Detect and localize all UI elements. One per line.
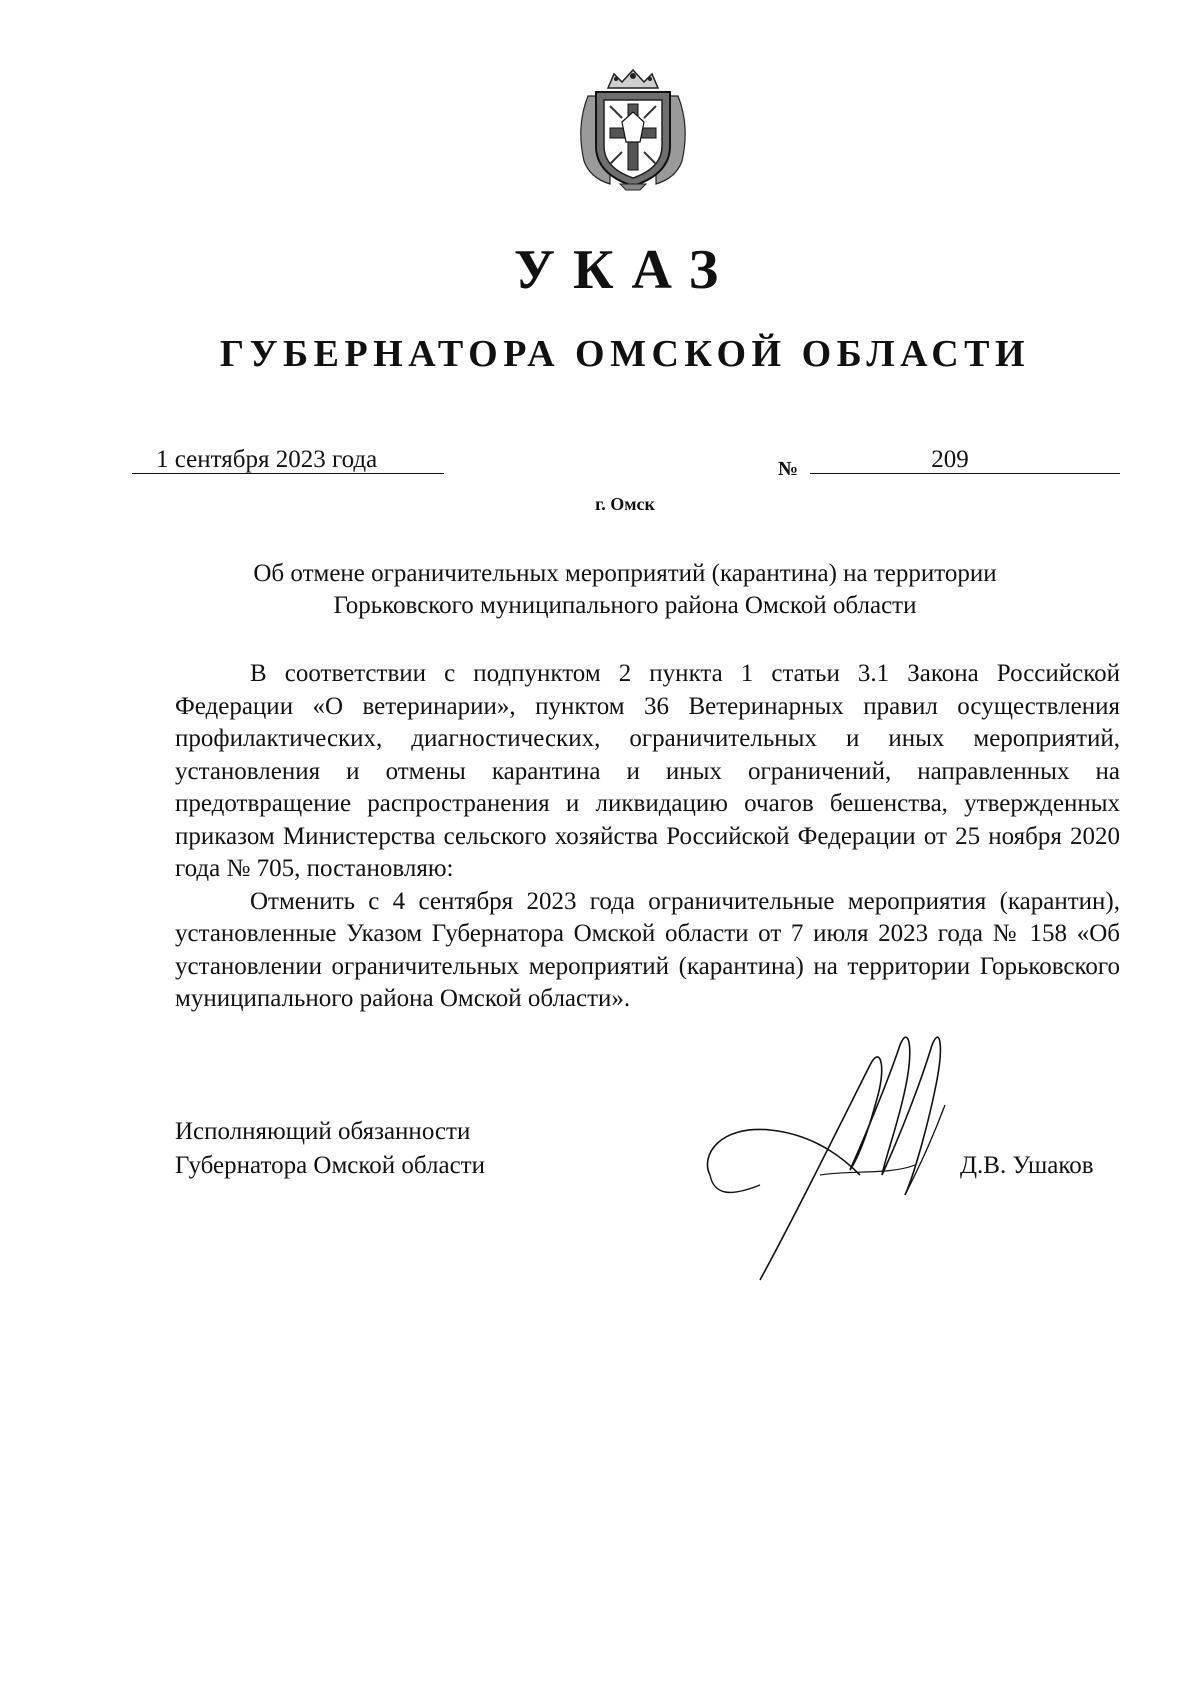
document-city: г. Омск: [595, 494, 655, 514]
number-sign: №: [778, 458, 799, 480]
heading-line-2: Горьковского муниципального района Омской области: [333, 592, 917, 619]
document-number: 209: [810, 447, 1120, 474]
signer-name: Д.В. Ушаков: [960, 1152, 1094, 1179]
document-date: 1 сентября 2023 года: [132, 447, 444, 474]
document-title: УКАЗ: [513, 239, 737, 301]
signer-position-line-1: Исполняющий обязанности: [175, 1118, 471, 1145]
handwritten-signature-icon: [700, 1025, 970, 1285]
signer-position: [175, 1115, 595, 1183]
document-heading: [150, 558, 1100, 622]
body-paragraph-1: В соответствии с подпунктом 2 пункта 1 статьи 3.1 Закона Российской Федерации «О ветеринарии», пунктом 36 Ветеринарных правил осуществления профилактических, диагностических, ограничительных и иных мероприятий, установления и отмены карантина и иных ограничений, направленных на предотвращение распространения и ликвидацию очагов бешенства, утвержденных приказом Министерства сельского хозяйства Российской Федерации от 25 ноября 2020 года № 705, постановляю:: [175, 660, 1120, 882]
document-body: [175, 658, 1120, 1016]
signer-position-line-2: Губернатора Омской области: [175, 1152, 485, 1179]
coat-of-arms-icon: [570, 66, 696, 192]
body-paragraph-2: Отменить с 4 сентября 2023 года ограничительные мероприятия (карантин), установленные Указом Губернатора Омской области от 7 июля 2023 года № 158 «Об установлении ограничительных мероприятий (карантина) на территории Горьковского муниципального района Омской области».: [175, 887, 1120, 1012]
heading-line-1: Об отмене ограничительных мероприятий (карантина) на территории: [253, 560, 997, 587]
document-subtitle: ГУБЕРНАТОРА ОМСКОЙ ОБЛАСТИ: [219, 333, 1031, 375]
